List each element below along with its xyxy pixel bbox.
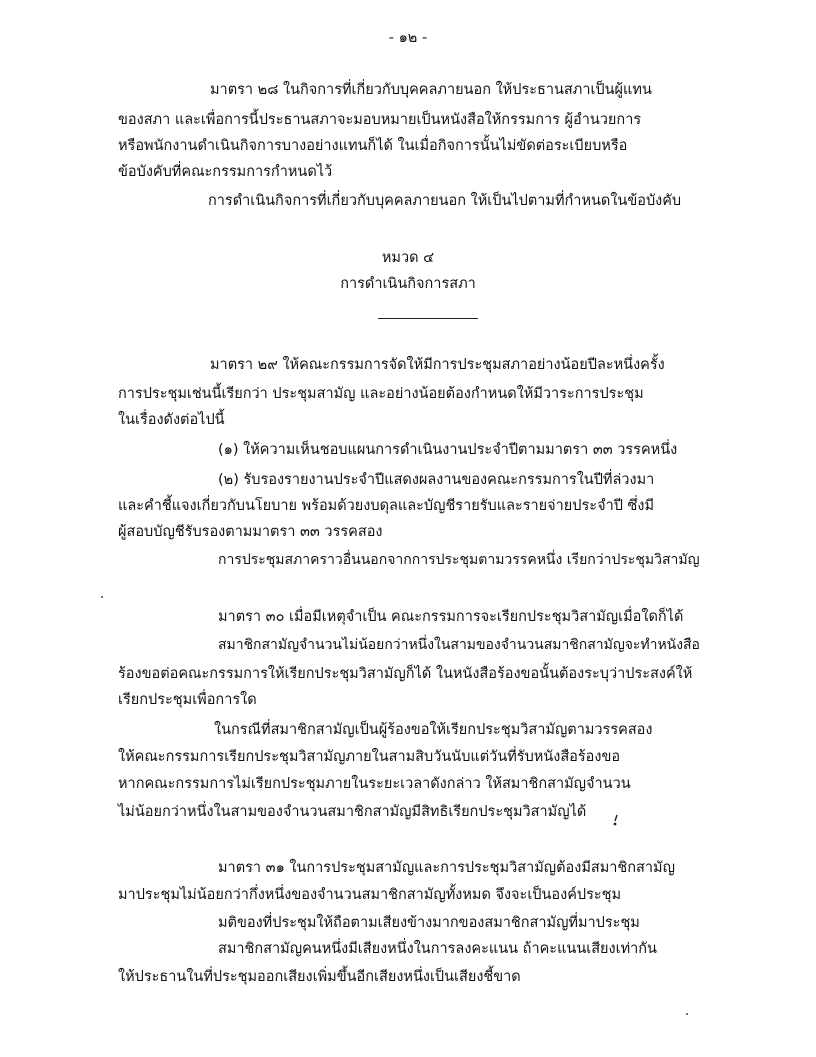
scan-speck xyxy=(686,1013,688,1015)
section-30-paragraph-3-line-2: ให้คณะกรรมการเรียกประชุมวิสามัญภายในสามสิบวันนับแต่วันที่รับหนังสือร้องขอ xyxy=(118,749,621,765)
section-30-paragraph-3-line-1: ในกรณีที่สมาชิกสามัญเป็นผู้ร้องขอให้เรียกประชุมวิสามัญตามวรรคสอง xyxy=(214,722,653,738)
section-28-line-2: ของสภา และเพื่อการนี้ประธานสภาจะมอบหมายเป็นหนังสือให้กรรมการ ผู้อำนวยการ xyxy=(118,112,642,128)
section-30-paragraph-3-line-3: หากคณะกรรมการไม่เรียกประชุมภายในระยะเวลาดังกล่าว ให้สมาชิกสามัญจำนวน xyxy=(118,776,631,792)
section-30-line-1: มาตรา ๓๐ เมื่อมีเหตุจำเป็น คณะกรรมการจะเรียกประชุมวิสามัญเมื่อใดก็ได้ xyxy=(218,609,684,625)
section-29-line-1: มาตรา ๒๙ ให้คณะกรรมการจัดให้มีการประชุมสภาอย่างน้อยปีละหนึ่งครั้ง xyxy=(210,357,665,373)
section-29-paragraph-2: การประชุมสภาคราวอื่นนอกจากการประชุมตามวรรคหนึ่ง เรียกว่าประชุมวิสามัญ xyxy=(218,552,700,568)
chapter-number: หมวด ๔ xyxy=(381,250,435,266)
section-31-paragraph-3-line-1: สมาชิกสามัญคนหนึ่งมีเสียงหนึ่งในการลงคะแนน ถ้าคะแนนเสียงเท่ากัน xyxy=(218,941,657,957)
section-28-line-3: หรือพนักงานดำเนินกิจการบางอย่างแทนก็ได้ ในเมื่อกิจการนั้นไม่ขัดต่อระเบียบหรือ xyxy=(118,138,628,154)
section-28-paragraph-2: การดำเนินกิจการที่เกี่ยวกับบุคคลภายนอก ให้เป็นไปตามที่กำหนดในข้อบังคับ xyxy=(208,193,682,209)
section-30-paragraph-2-line-2: ร้องขอต่อคณะกรรมการให้เรียกประชุมวิสามัญก็ได้ ในหนังสือร้องขอนั้นต้องระบุว่าประสงค์ให้ xyxy=(118,666,693,682)
section-29-item-2: (๒) รับรองรายงานประจำปีแสดงผลงานของคณะกรรมการในปีที่ล่วงมา xyxy=(218,472,655,488)
chapter-divider xyxy=(378,318,478,319)
section-31-paragraph-3-line-2: ให้ประธานในที่ประชุมออกเสียงเพิ่มขึ้นอีกเสียงหนึ่งเป็นเสียงชี้ขาด xyxy=(118,969,521,985)
section-29-item-1: (๑) ให้ความเห็นชอบแผนการดำเนินงานประจำปีตามมาตรา ๓๓ วรรคหนึ่ง xyxy=(218,442,678,458)
section-29-item-2-cont-2: ผู้สอบบัญชีรับรองตามมาตรา ๓๓ วรรคสอง xyxy=(118,524,383,540)
section-29-line-3: ในเรื่องดังต่อไปนี้ xyxy=(118,412,225,428)
section-31-paragraph-2: มติของที่ประชุมให้ถือตามเสียงข้างมากของสมาชิกสามัญที่มาประชุม xyxy=(218,915,640,931)
section-30-paragraph-2-line-3: เรียกประชุมเพื่อการใด xyxy=(118,692,257,708)
ink-mark xyxy=(612,814,620,826)
section-28-line-1: มาตรา ๒๘ ในกิจการที่เกี่ยวกับบุคคลภายนอก ให้ประธานสภาเป็นผู้แทน xyxy=(210,82,652,98)
section-29-line-2: การประชุมเช่นนี้เรียกว่า ประชุมสามัญ และอย่างน้อยต้องกำหนดให้มีวาระการประชุม xyxy=(118,386,644,402)
section-28-line-4: ข้อบังคับที่คณะกรรมการกำหนดไว้ xyxy=(118,164,333,180)
scan-speck xyxy=(101,596,103,598)
page-number: - ๑๒ - xyxy=(388,30,428,46)
section-30-paragraph-2-line-1: สมาชิกสามัญจำนวนไม่น้อยกว่าหนึ่งในสามของจำนวนสมาชิกสามัญจะทำหนังสือ xyxy=(218,637,700,653)
section-31-line-2: มาประชุมไม่น้อยกว่ากึ่งหนึ่งของจำนวนสมาชิกสามัญทั้งหมด จึงจะเป็นองค์ประชุม xyxy=(118,887,622,903)
section-30-paragraph-3-line-4: ไม่น้อยกว่าหนึ่งในสามของจำนวนสมาชิกสามัญมีสิทธิเรียกประชุมวิสามัญได้ xyxy=(118,804,587,820)
section-29-item-2-cont-1: และคำชี้แจงเกี่ยวกับนโยบาย พร้อมด้วยงบดุลและบัญชีรายรับและรายจ่ายประจำปี ซึ่งมี xyxy=(118,498,655,514)
chapter-title: การดำเนินกิจการสภา xyxy=(340,276,476,292)
section-31-line-1: มาตรา ๓๑ ในการประชุมสามัญและการประชุมวิสามัญต้องมีสมาชิกสามัญ xyxy=(218,860,675,876)
